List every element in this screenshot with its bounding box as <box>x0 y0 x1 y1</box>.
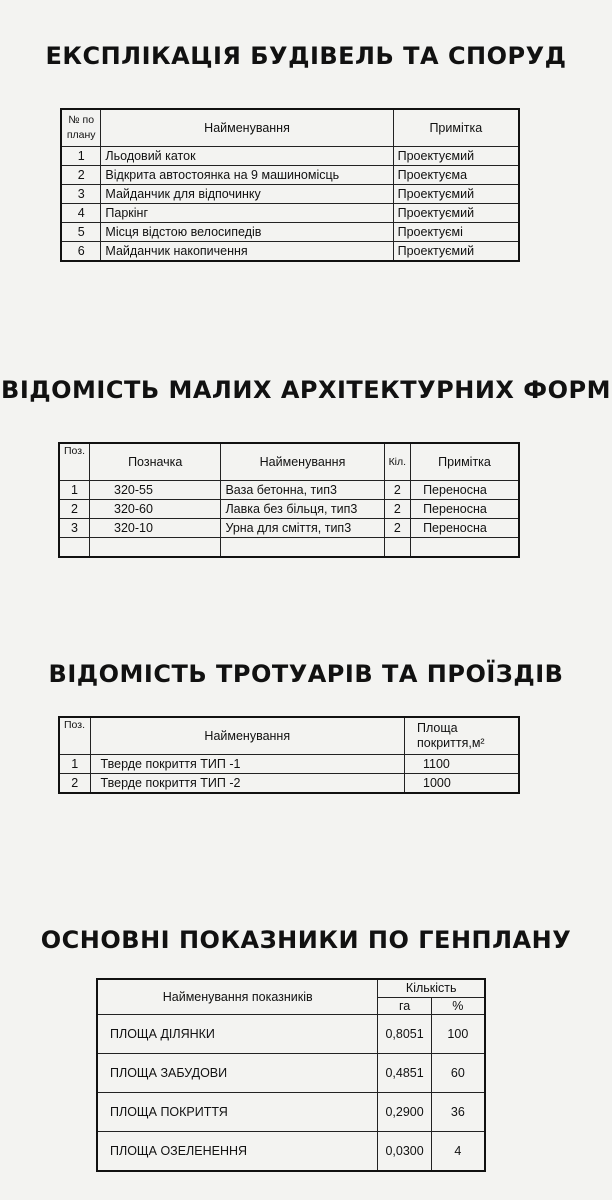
row-name: Майданчик накопичення <box>101 242 393 262</box>
row-ha: 0,8051 <box>378 1015 431 1054</box>
row-qty: 2 <box>384 519 411 538</box>
row-pos: 2 <box>59 500 90 519</box>
row-code: 320-10 <box>90 519 221 538</box>
row-name: ПЛОЩА ПОКРИТТЯ <box>97 1093 378 1132</box>
table-header-row <box>59 717 519 755</box>
header-note: Примітка <box>411 443 519 481</box>
row-num: 1 <box>61 147 101 166</box>
table-row <box>61 166 519 185</box>
row-num: 6 <box>61 242 101 262</box>
row-name: Відкрита автостоянка на 9 машиномісць <box>101 166 393 185</box>
row-pos: 1 <box>59 481 90 500</box>
row-area: 1100 <box>405 755 520 774</box>
header-area: Площа покриття,м² <box>405 717 520 755</box>
header-ha: га <box>378 997 431 1014</box>
row-pct: 4 <box>431 1132 485 1172</box>
header-pos: Поз. <box>59 717 90 755</box>
row-note: Проектуєма <box>393 166 519 185</box>
header-code: Позначка <box>90 443 221 481</box>
row-name: Тверде покриття ТИП -1 <box>90 755 404 774</box>
header-name: Найменування <box>221 443 384 481</box>
table-row <box>97 1054 485 1093</box>
row-note: Проектуємі <box>393 223 519 242</box>
small-forms-title: ВІДОМІСТЬ МАЛИХ АРХІТЕКТУРНИХ ФОРМ <box>1 376 611 404</box>
row-code: 320-55 <box>90 481 221 500</box>
row-area: 1000 <box>405 774 520 794</box>
header-qty: Кіл. <box>384 443 411 481</box>
row-pct: 36 <box>431 1093 485 1132</box>
table-row <box>61 242 519 262</box>
row-name: Урна для сміття, тип3 <box>221 519 384 538</box>
row-ha: 0,0300 <box>378 1132 431 1172</box>
table-row-empty <box>59 538 519 558</box>
table-row <box>97 1093 485 1132</box>
row-name: Паркінг <box>101 204 393 223</box>
row-note: Проектуємий <box>393 242 519 262</box>
table-row <box>59 755 519 774</box>
row-note: Переносна <box>411 500 519 519</box>
header-num: № по плану <box>61 109 101 147</box>
row-name: Тверде покриття ТИП -2 <box>90 774 404 794</box>
explication-table <box>60 108 520 262</box>
table-row <box>97 1015 485 1054</box>
row-ha: 0,4851 <box>378 1054 431 1093</box>
row-name: ПЛОЩА ЗАБУДОВИ <box>97 1054 378 1093</box>
table-row <box>61 204 519 223</box>
table-row <box>59 519 519 538</box>
header-pos: Поз. <box>59 443 90 481</box>
row-qty: 2 <box>384 500 411 519</box>
row-ha: 0,2900 <box>378 1093 431 1132</box>
table-row <box>97 1132 485 1172</box>
row-name: Майданчик для відпочинку <box>101 185 393 204</box>
row-num: 3 <box>61 185 101 204</box>
row-pct: 100 <box>431 1015 485 1054</box>
row-note: Проектуємий <box>393 185 519 204</box>
row-code: 320-60 <box>90 500 221 519</box>
table-row <box>59 774 519 794</box>
row-note: Переносна <box>411 481 519 500</box>
table-row <box>59 500 519 519</box>
table-header-row <box>61 109 519 147</box>
row-num: 5 <box>61 223 101 242</box>
header-name: Найменування <box>90 717 404 755</box>
small-forms-table <box>58 442 520 558</box>
table-row <box>61 185 519 204</box>
row-name: Місця відстою велосипедів <box>101 223 393 242</box>
row-num: 2 <box>61 166 101 185</box>
sidewalks-title: ВІДОМІСТЬ ТРОТУАРІВ ТА ПРОЇЗДІВ <box>48 660 564 688</box>
row-pos: 1 <box>59 755 90 774</box>
table-row <box>61 223 519 242</box>
row-num: 4 <box>61 204 101 223</box>
indicators-table <box>96 978 486 1172</box>
table-row <box>59 481 519 500</box>
row-name: Лавка без більця, тип3 <box>221 500 384 519</box>
header-note: Примітка <box>393 109 519 147</box>
row-name: ПЛОЩА ДІЛЯНКИ <box>97 1015 378 1054</box>
row-pos: 2 <box>59 774 90 794</box>
header-name: Найменування показників <box>97 979 378 1015</box>
table-header-row <box>97 979 485 997</box>
row-pos: 3 <box>59 519 90 538</box>
row-note: Переносна <box>411 519 519 538</box>
header-pct: % <box>431 997 485 1014</box>
row-qty: 2 <box>384 481 411 500</box>
row-name: Ваза бетонна, тип3 <box>221 481 384 500</box>
table-row <box>61 147 519 166</box>
row-pct: 60 <box>431 1054 485 1093</box>
row-note: Проектуємий <box>393 204 519 223</box>
row-name: ПЛОЩА ОЗЕЛЕНЕННЯ <box>97 1132 378 1172</box>
table-header-row <box>59 443 519 481</box>
explication-title: ЕКСПЛІКАЦІЯ БУДІВЕЛЬ ТА СПОРУД <box>45 42 567 70</box>
header-name: Найменування <box>101 109 393 147</box>
row-name: Льодовий каток <box>101 147 393 166</box>
row-note: Проектуємий <box>393 147 519 166</box>
header-qty: Кількість <box>378 979 485 997</box>
sidewalks-table <box>58 716 520 794</box>
indicators-title: ОСНОВНІ ПОКАЗНИКИ ПО ГЕНПЛАНУ <box>40 926 572 954</box>
